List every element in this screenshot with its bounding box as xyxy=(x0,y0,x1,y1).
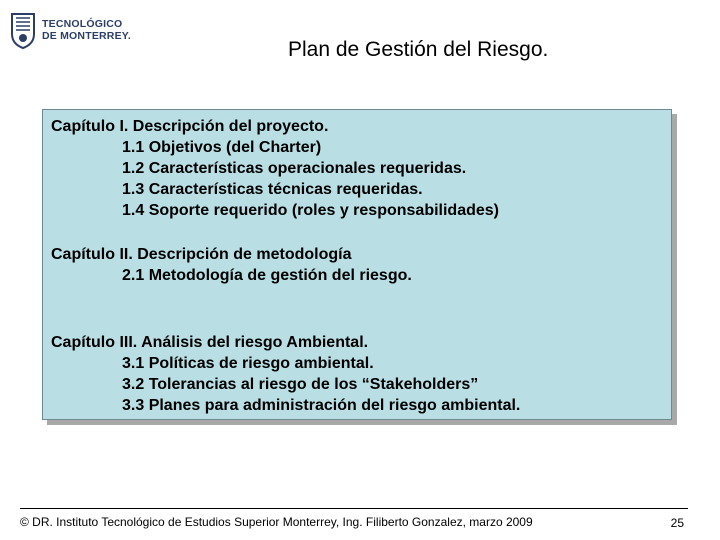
chapter-item: 1.1 Objetivos (del Charter) xyxy=(122,139,322,156)
chapter-1 xyxy=(51,116,499,221)
institution-logo xyxy=(10,6,131,54)
chapter-3 xyxy=(51,332,520,416)
content-box xyxy=(42,109,672,420)
logo-line-1: TECNOLÓGICO xyxy=(42,18,123,30)
chapter-2 xyxy=(51,244,412,286)
chapter-heading: Capítulo I. Descripción del proyecto. xyxy=(51,118,329,135)
chapter-heading: Capítulo II. Descripción de metodología xyxy=(51,246,352,263)
chapter-item: 3.1 Políticas de riesgo ambiental. xyxy=(122,355,374,372)
chapter-item: 1.4 Soporte requerido (roles y responsabilidades) xyxy=(122,202,499,219)
footer-divider xyxy=(20,508,688,509)
slide-title: Plan de Gestión del Riesgo. xyxy=(288,38,549,61)
footer-copyright: © DR. Instituto Tecnológico de Estudios Superior Monterrey, Ing. Filiberto Gonzalez, marzo 2009 xyxy=(20,515,533,529)
chapter-heading: Capítulo III. Análisis del riesgo Ambiental. xyxy=(51,334,369,351)
seal-icon xyxy=(10,10,36,50)
chapter-item: 1.2 Características operacionales requeridas. xyxy=(122,160,467,177)
logo-line-2: DE MONTERREY. xyxy=(42,30,131,42)
chapter-item: 3.2 Tolerancias al riesgo de los “Stakeholders” xyxy=(122,376,479,393)
page-number: 25 xyxy=(670,516,684,530)
logo-text xyxy=(42,18,131,42)
chapter-item: 1.3 Características técnicas requeridas. xyxy=(122,181,423,198)
chapter-item: 2.1 Metodología de gestión del riesgo. xyxy=(122,267,412,284)
chapter-item: 3.3 Planes para administración del riesgo ambiental. xyxy=(122,397,521,414)
